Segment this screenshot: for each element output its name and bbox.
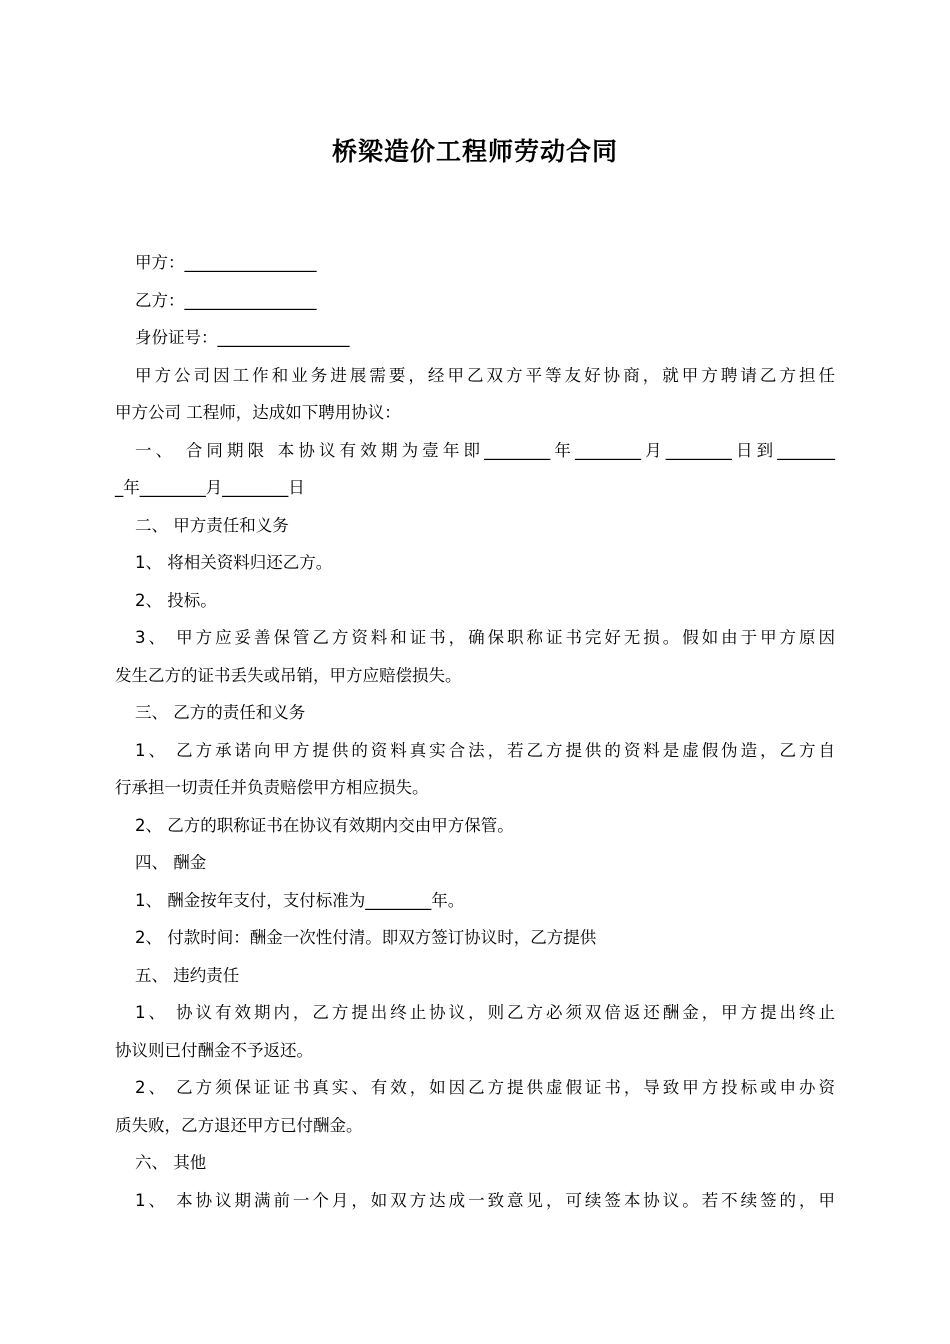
document-title: 桥梁造价工程师劳动合同 bbox=[331, 137, 618, 166]
section-heading: 三、 乙方的责任和义务 bbox=[135, 703, 306, 722]
clause-line: 发生乙方的证书丢失或吊销，甲方应赔偿损失。 bbox=[115, 665, 462, 685]
party-a-line: 甲方：________________ bbox=[135, 253, 317, 272]
document-body bbox=[115, 244, 835, 1219]
id-number-line: 身份证号：________________ bbox=[135, 328, 350, 347]
clause-line: 2、 投标。 bbox=[135, 590, 217, 610]
clause-line: 2、 乙方的职称证书在协议有效期内交由甲方保管。 bbox=[135, 815, 514, 835]
clause-line: 1、 协议有效期内，乙方提出终止协议，则乙方必须双倍返还酬金，甲方提出终止 bbox=[135, 1003, 835, 1022]
paragraph-line: _年________月________日 bbox=[115, 478, 305, 497]
section-heading: 六、 其他 bbox=[135, 1153, 207, 1172]
section-heading: 五、 违约责任 bbox=[135, 965, 240, 985]
clause-line: 3、 甲方应妥善保管乙方资料和证书，确保职称证书完好无损。假如由于甲方原因 bbox=[135, 628, 835, 647]
paragraph-line: 甲方公司 工程师，达成如下聘用协议： bbox=[115, 403, 401, 422]
clause-line: 1、 乙方承诺向甲方提供的资料真实合法，若乙方提供的资料是虚假伪造，乙方自 bbox=[135, 740, 835, 760]
clause-line: 1、 将相关资料归还乙方。 bbox=[135, 553, 333, 572]
clause-line: 1、 本协议期满前一个月，如双方达成一致意见，可续签本协议。若不续签的，甲 bbox=[135, 1190, 835, 1210]
section-heading: 一、 合同期限 本协议有效期为壹年即________年________月________日到_______ bbox=[135, 440, 835, 460]
clause-line: 2、 乙方须保证证书真实、有效，如因乙方提供虚假证书，导致甲方投标或申办资 bbox=[135, 1078, 835, 1097]
section-heading: 二、 甲方责任和义务 bbox=[135, 515, 289, 535]
clause-line: 质失败，乙方退还甲方已付酬金。 bbox=[115, 1115, 363, 1135]
party-b-line: 乙方：________________ bbox=[135, 290, 317, 310]
paragraph-line: 甲方公司因工作和业务进展需要，经甲乙双方平等友好协商，就甲方聘请乙方担任 bbox=[135, 365, 835, 385]
clause-line: 协议则已付酬金不予返还。 bbox=[115, 1040, 313, 1060]
clause-line: 行承担一切责任并负责赔偿甲方相应损失。 bbox=[115, 778, 429, 797]
section-heading: 四、 酬金 bbox=[135, 853, 207, 872]
clause-line: 2、 付款时间：酬金一次性付清。即双方签订协议时，乙方提供 bbox=[135, 928, 597, 947]
clause-line: 1、 酬金按年支付，支付标准为________年。 bbox=[135, 890, 465, 910]
